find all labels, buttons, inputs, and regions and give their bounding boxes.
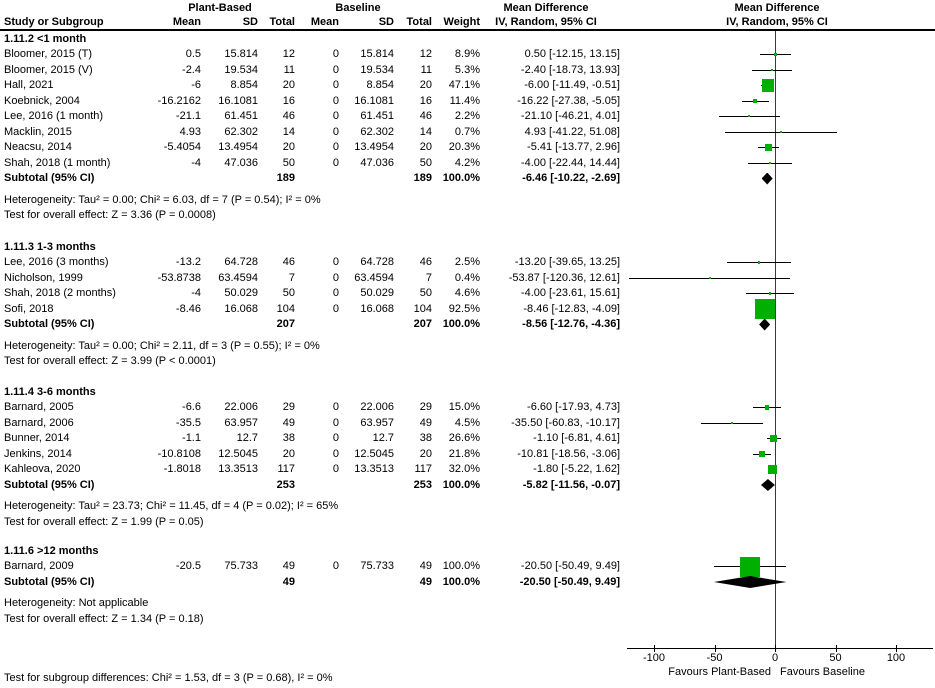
cell-pb-mean: -5.4054 (163, 141, 201, 153)
effect-square (748, 115, 750, 117)
heterogeneity-text: Heterogeneity: Tau² = 0.00; Chi² = 6.03, df = 7 (P = 0.54); I² = 0% (4, 193, 321, 206)
study-label: Kahleova, 2020 (4, 463, 81, 475)
cell-bl-sd: 8.854 (366, 79, 394, 91)
cell-pb-total: 20 (282, 79, 295, 91)
effect-square (762, 79, 774, 91)
cell-bl-sd: 62.302 (360, 125, 394, 138)
cell-bl-mean: 0 (332, 63, 339, 76)
cell-pb-sd: 15.814 (224, 48, 258, 60)
header-rule (0, 29, 935, 31)
pb-total-header: Total (269, 16, 295, 28)
effect-square (769, 292, 772, 295)
cell-bl-mean: 0 (332, 141, 339, 153)
cell-weight: 15.0% (448, 401, 480, 413)
axis-tick-label: -50 (706, 652, 723, 664)
cell-bl-total: 11 (420, 63, 432, 76)
subtotal-label: Subtotal (95% CI) (4, 318, 95, 330)
subtotal-diamond (761, 479, 775, 491)
cell-weight: 100.0% (442, 575, 480, 588)
effect-square (774, 53, 778, 57)
cell-weight: 4.2% (454, 156, 480, 169)
cell-bl-total: 49 (419, 560, 432, 572)
cell-pb-sd: 63.957 (224, 416, 258, 429)
subgroup-title: 1.11.2 <1 month (4, 32, 87, 45)
cell-bl-sd: 64.728 (360, 256, 394, 268)
cell-bl-sd: 13.3513 (354, 463, 394, 475)
cell-pb-mean: -21.1 (175, 110, 201, 122)
pb-sd-header: SD (242, 16, 258, 28)
cell-pb-mean: -16.2162 (157, 94, 201, 107)
cell-pb-mean: -4 (191, 156, 201, 169)
axis-tick (896, 645, 897, 652)
cell-pb-total: 20 (282, 141, 295, 153)
cell-weight: 0.4% (454, 271, 480, 284)
cell-bl-total: 20 (419, 79, 432, 91)
cell-pb-total: 49 (282, 575, 295, 588)
cell-bl-sd: 16.068 (360, 302, 394, 315)
cell-bl-mean: 0 (332, 416, 339, 429)
cell-pb-mean: -8.46 (175, 302, 201, 315)
cell-md: -20.50 [-50.49, 9.49] (520, 560, 620, 572)
effect-square (771, 69, 774, 72)
cell-bl-total: 46 (419, 110, 432, 122)
axis-line (627, 648, 933, 649)
heterogeneity-text: Heterogeneity: Tau² = 23.73; Chi² = 11.45, df = 4 (P = 0.02); I² = 65% (4, 500, 339, 512)
cell-bl-mean: 0 (332, 156, 339, 169)
cell-bl-sd: 50.029 (360, 287, 394, 299)
effect-square (769, 162, 771, 164)
cell-pb-total: 49 (282, 416, 295, 429)
study-label: Shah, 2018 (1 month) (4, 156, 111, 169)
cell-bl-sd: 12.5045 (354, 447, 394, 460)
cell-pb-sd: 75.733 (224, 560, 258, 572)
cell-md: -6.00 [-11.49, -0.51] (524, 79, 620, 91)
cell-pb-sd: 63.4594 (218, 271, 258, 284)
cell-md: -1.80 [-5.22, 1.62] (533, 463, 620, 475)
cell-bl-total: 46 (419, 256, 432, 268)
cell-pb-mean: -2.4 (182, 63, 201, 76)
cell-md: -6.60 [-17.93, 4.73] (527, 401, 620, 413)
effect-square (759, 451, 766, 458)
cell-pb-mean: -13.2 (175, 256, 201, 268)
study-label: Nicholson, 1999 (4, 271, 83, 284)
axis-tick-label: 0 (771, 652, 779, 664)
cell-md: -21.10 [-46.21, 4.01] (520, 110, 620, 122)
cell-bl-sd: 15.814 (360, 48, 394, 60)
md-plot-title: Mean Difference (734, 2, 820, 14)
study-label: Hall, 2021 (4, 79, 54, 91)
cell-bl-sd: 63.957 (360, 416, 394, 429)
bl-sd-header: SD (378, 16, 394, 28)
cell-bl-mean: 0 (332, 125, 339, 138)
cell-pb-sd: 16.1081 (218, 94, 258, 107)
axis-tick-label: 100 (886, 652, 906, 664)
cell-md: -13.20 [-39.65, 13.25] (514, 256, 620, 268)
cell-bl-total: 16 (419, 94, 432, 107)
cell-bl-sd: 61.451 (360, 110, 394, 122)
effect-square (758, 261, 760, 263)
cell-bl-sd: 22.006 (360, 401, 394, 413)
cell-pb-sd: 61.451 (224, 110, 258, 122)
cell-bl-mean: 0 (332, 271, 339, 284)
cell-md: -10.81 [-18.56, -3.06] (517, 447, 620, 460)
study-label: Jenkins, 2014 (4, 447, 72, 460)
cell-pb-total: 14 (282, 125, 295, 138)
cell-weight: 20.3% (448, 141, 480, 153)
cell-md: -2.40 [-18.73, 13.93] (520, 63, 620, 76)
subgroup-title: 1.11.4 3-6 months (4, 385, 96, 398)
favours-right-label: Favours Baseline (780, 666, 865, 678)
study-label: Koebnick, 2004 (4, 94, 80, 107)
cell-pb-total: 50 (282, 156, 295, 169)
axis-tick (775, 645, 776, 652)
md-plot-method-header: IV, Random, 95% CI (726, 16, 828, 28)
effect-square (765, 144, 771, 150)
cell-bl-sd: 16.1081 (354, 94, 394, 107)
cell-md: -35.50 [-60.83, -10.17] (511, 416, 620, 429)
cell-pb-mean: -35.5 (175, 416, 201, 429)
cell-md: -6.46 [-10.22, -2.69] (522, 172, 620, 184)
cell-weight: 4.5% (454, 416, 480, 429)
cell-pb-mean: 4.93 (179, 125, 201, 138)
cell-pb-mean: 0.5 (185, 48, 201, 60)
cell-pb-mean: -1.8018 (163, 463, 201, 475)
cell-bl-total: 253 (413, 478, 432, 491)
subtotal-diamond (762, 173, 773, 185)
study-column-header: Study or Subgroup (4, 16, 104, 28)
axis-tick (715, 645, 716, 652)
cell-bl-mean: 0 (332, 447, 339, 460)
cell-bl-total: 207 (413, 318, 432, 330)
cell-md: -4.00 [-22.44, 14.44] (520, 156, 620, 169)
cell-weight: 21.8% (448, 447, 480, 460)
effect-square (709, 277, 711, 279)
cell-md: 4.93 [-41.22, 51.08] (524, 125, 620, 138)
cell-md: -5.82 [-11.56, -0.07] (522, 478, 620, 491)
group1-header: Plant-Based (188, 2, 252, 14)
pb-mean-header: Mean (172, 16, 201, 28)
cell-bl-sd: 19.534 (360, 63, 394, 76)
cell-pb-total: 49 (282, 560, 295, 572)
cell-pb-total: 38 (282, 432, 295, 444)
cell-weight: 2.5% (454, 256, 480, 268)
cell-bl-total: 50 (419, 156, 432, 169)
effect-square (740, 557, 760, 577)
cell-bl-total: 189 (413, 172, 432, 184)
subtotal-label: Subtotal (95% CI) (4, 172, 95, 184)
cell-pb-total: 11 (283, 63, 295, 76)
cell-bl-total: 20 (419, 141, 432, 153)
cell-bl-total: 7 (425, 271, 432, 284)
overall-effect-text: Test for overall effect: Z = 3.36 (P = 0.0008) (4, 209, 216, 221)
cell-pb-total: 7 (288, 271, 295, 284)
cell-bl-sd: 13.4954 (354, 141, 394, 153)
cell-pb-total: 50 (282, 287, 295, 299)
cell-md: -53.87 [-120.36, 12.61] (508, 271, 620, 284)
study-label: Lee, 2016 (1 month) (4, 110, 104, 122)
cell-pb-sd: 13.3513 (218, 463, 258, 475)
axis-tick (836, 645, 837, 652)
cell-bl-mean: 0 (332, 94, 339, 107)
heterogeneity-text: Heterogeneity: Tau² = 0.00; Chi² = 2.11, df = 3 (P = 0.55); I² = 0% (4, 339, 320, 352)
cell-weight: 26.6% (448, 432, 480, 444)
cell-bl-total: 49 (419, 416, 432, 429)
cell-weight: 100.0% (442, 478, 480, 491)
study-label: Sofi, 2018 (4, 302, 54, 315)
cell-pb-sd: 47.036 (224, 156, 258, 169)
effect-square (768, 465, 777, 474)
overall-effect-text: Test for overall effect: Z = 1.99 (P = 0.05) (4, 515, 204, 528)
cell-pb-sd: 50.029 (224, 287, 258, 299)
cell-pb-total: 20 (282, 447, 295, 460)
cell-pb-sd: 64.728 (224, 256, 258, 268)
cell-bl-total: 117 (414, 463, 432, 475)
overall-effect-text: Test for overall effect: Z = 1.34 (P = 0.18) (4, 612, 204, 625)
cell-bl-total: 29 (419, 401, 432, 413)
cell-weight: 11.4% (449, 94, 480, 107)
cell-weight: 2.2% (454, 110, 480, 122)
study-label: Bunner, 2014 (4, 432, 70, 444)
cell-bl-mean: 0 (332, 302, 339, 315)
subgroup-title: 1.11.3 1-3 months (4, 240, 96, 253)
effect-square (755, 299, 775, 319)
cell-md: 0.50 [-12.15, 13.15] (524, 48, 620, 60)
favours-left-label: Favours Plant-Based (668, 666, 771, 678)
cell-bl-total: 20 (419, 447, 432, 460)
cell-bl-total: 38 (419, 432, 432, 444)
cell-bl-sd: 12.7 (372, 432, 394, 444)
cell-pb-mean: -4 (191, 287, 201, 299)
subgroup-differences-text: Test for subgroup differences: Chi² = 1.53, df = 3 (P = 0.68), I² = 0% (4, 672, 333, 684)
cell-weight: 4.6% (454, 287, 480, 299)
study-label: Neacsu, 2014 (4, 141, 72, 153)
cell-pb-sd: 16.068 (224, 302, 258, 315)
effect-square (770, 435, 778, 443)
effect-square (780, 131, 782, 133)
cell-bl-sd: 63.4594 (354, 271, 394, 284)
cell-weight: 8.9% (454, 48, 480, 60)
study-label: Macklin, 2015 (4, 125, 72, 138)
effect-square (753, 99, 757, 103)
cell-md: -20.50 [-50.49, 9.49] (519, 575, 620, 588)
cell-bl-sd: 47.036 (360, 156, 394, 169)
cell-pb-sd: 62.302 (224, 125, 258, 138)
cell-bl-mean: 0 (332, 110, 339, 122)
cell-bl-mean: 0 (332, 432, 339, 444)
cell-pb-sd: 8.854 (230, 79, 258, 91)
cell-weight: 100.0% (442, 318, 480, 330)
cell-weight: 32.0% (448, 463, 480, 475)
cell-bl-total: 49 (419, 575, 432, 588)
subtotal-label: Subtotal (95% CI) (4, 575, 95, 588)
cell-md: -8.56 [-12.76, -4.36] (522, 318, 620, 330)
cell-pb-total: 104 (276, 302, 295, 315)
cell-pb-mean: -6.6 (182, 401, 201, 413)
cell-bl-mean: 0 (332, 48, 339, 60)
cell-pb-sd: 12.7 (236, 432, 258, 444)
cell-pb-mean: -20.5 (175, 560, 201, 572)
cell-pb-sd: 13.4954 (218, 141, 258, 153)
cell-weight: 0.7% (454, 125, 480, 138)
bl-mean-header: Mean (310, 16, 339, 28)
effect-square (731, 422, 734, 425)
zero-effect-line (775, 31, 776, 648)
cell-pb-sd: 19.534 (224, 63, 258, 76)
bl-total-header: Total (406, 16, 432, 28)
study-label: Bloomer, 2015 (V) (4, 63, 93, 76)
md-method-header: IV, Random, 95% CI (495, 16, 597, 28)
cell-pb-sd: 12.5045 (218, 447, 258, 460)
cell-md: -16.22 [-27.38, -5.05] (517, 94, 620, 107)
subgroup-title: 1.11.6 >12 months (4, 544, 99, 557)
heterogeneity-text: Heterogeneity: Not applicable (4, 597, 149, 609)
cell-bl-mean: 0 (332, 256, 339, 268)
cell-bl-total: 14 (419, 125, 432, 138)
cell-bl-mean: 0 (332, 79, 339, 91)
axis-tick (654, 645, 655, 652)
cell-pb-total: 207 (276, 318, 295, 330)
cell-weight: 47.1% (448, 79, 480, 91)
cell-md: -1.10 [-6.81, 4.61] (533, 432, 620, 444)
cell-bl-mean: 0 (332, 560, 339, 572)
study-label: Lee, 2016 (3 months) (4, 256, 109, 268)
group2-header: Baseline (335, 2, 381, 14)
cell-md: -5.41 [-13.77, 2.96] (527, 141, 620, 153)
cell-pb-mean: -6 (191, 79, 201, 91)
cell-pb-mean: -1.1 (182, 432, 201, 444)
overall-effect-text: Test for overall effect: Z = 3.99 (P < 0.0001) (4, 355, 216, 367)
study-label: Shah, 2018 (2 months) (4, 287, 116, 299)
subtotal-label: Subtotal (95% CI) (4, 478, 95, 491)
axis-tick-label: -100 (642, 652, 666, 664)
cell-pb-total: 46 (282, 256, 295, 268)
cell-weight: 100.0% (442, 560, 480, 572)
weight-header: Weight (443, 16, 480, 28)
cell-weight: 100.0% (442, 172, 480, 184)
cell-pb-total: 29 (282, 401, 295, 413)
cell-bl-total: 104 (413, 302, 432, 315)
cell-pb-total: 46 (282, 110, 295, 122)
cell-pb-total: 117 (277, 463, 295, 475)
cell-bl-sd: 75.733 (360, 560, 394, 572)
cell-bl-total: 50 (419, 287, 432, 299)
cell-pb-mean: -53.8738 (157, 271, 201, 284)
study-label: Bloomer, 2015 (T) (4, 48, 93, 60)
cell-pb-sd: 22.006 (224, 401, 258, 413)
cell-pb-total: 12 (282, 48, 295, 60)
study-label: Barnard, 2009 (4, 560, 74, 572)
cell-bl-total: 12 (419, 48, 432, 60)
cell-pb-total: 253 (276, 478, 295, 491)
cell-weight: 5.3% (454, 63, 480, 76)
axis-tick-label: 50 (829, 652, 842, 664)
cell-md: -4.00 [-23.61, 15.61] (520, 287, 620, 299)
md-column-title: Mean Difference (503, 2, 589, 14)
cell-pb-total: 16 (282, 94, 295, 107)
cell-weight: 92.5% (448, 302, 480, 315)
cell-pb-total: 189 (276, 172, 295, 184)
cell-bl-mean: 0 (332, 401, 339, 413)
subtotal-diamond (759, 319, 770, 331)
study-label: Barnard, 2006 (4, 416, 74, 429)
cell-bl-mean: 0 (332, 287, 339, 299)
cell-pb-mean: -10.8108 (157, 447, 201, 460)
effect-square (765, 405, 770, 410)
cell-md: -8.46 [-12.83, -4.09] (523, 302, 620, 315)
study-label: Barnard, 2005 (4, 401, 74, 413)
cell-bl-mean: 0 (332, 463, 339, 475)
